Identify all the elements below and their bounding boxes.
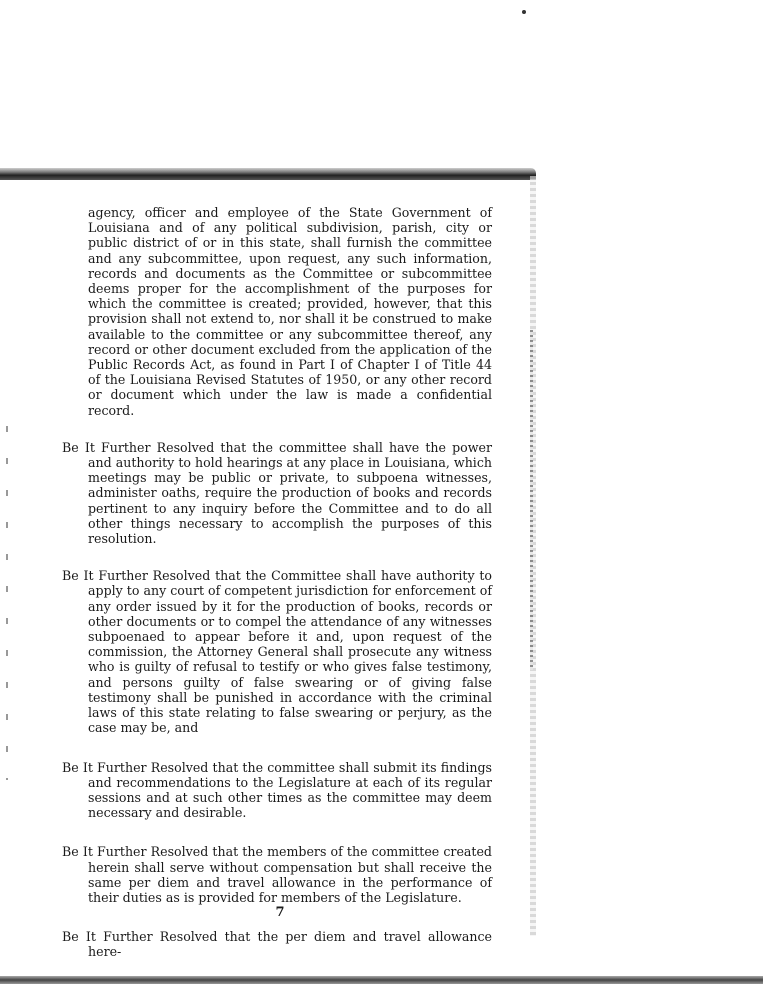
resolution-paragraph-hearings: Be It Further Resolved that the committee shall have the power and authority to hold hearings at any place in Louisiana, which meetings may be public or private, to subpoena witnesses, administer oaths, require the production of books and records pertinent to any inquiry before the Committee and to do all other things necessary to accomplish the purposes of this resolution. — [62, 439, 492, 547]
document-body — [62, 205, 492, 960]
resolution-paragraph-per-diem: Be It Further Resolved that the per diem and travel allowance here- — [62, 929, 492, 960]
page-left-edge-marks — [6, 400, 8, 780]
page-top-edge — [0, 168, 536, 180]
page-right-edge-shadow — [530, 330, 533, 670]
resolution-paragraph-compensation: Be It Further Resolved that the members of the committee created herein shall serve without compensation but shall receive the same per diem and travel allowance in the performance of their duties as is provided for members of the Legislature. — [62, 844, 492, 905]
page-number: 7 — [275, 905, 285, 920]
resolution-paragraph-findings: Be It Further Resolved that the committee shall submit its findings and recommendations to the Legislature at each of its regular sessions and at such other times as the committee may deem necessary and desirable. — [62, 759, 492, 821]
page-bottom-edge — [0, 976, 763, 984]
scan-speck — [522, 10, 526, 14]
resolution-paragraph-enforcement: Be It Further Resolved that the Committee shall have authority to apply to any court of competent jurisdiction for enforcement of any order issued by it for the production of books, records or other documents or to compel the attendance of any witnesses subpoenaed to appear before it and, upon request of the commission, the Attorney General shall prosecute any witness who is guilty of refusal to testify or who gives false testimony, and persons guilty of false swearing or of giving false testimony shall be punished in accordance with the criminal laws of this state relating to false swearing or perjury, as the case may be, and — [62, 568, 492, 736]
continued-paragraph: agency, officer and employee of the State Government of Louisiana and of any political subdivision, parish, city or public district of or in this state, shall furnish the committee and any subcommittee, upon request, any such information, records and documents as the Committee or subcommittee deems proper for the accomplishment of the purposes for which the committee is created; provided, however, that this provision shall not extend to, nor shall it be construed to make available to the committee or any subcommittee thereof, any record or other document excluded from the application of the Public Records Act, as found in Part I of Chapter I of Title 44 of the Louisiana Revised Statutes of 1950, or any other record or document which under the law is made a confidential record. — [88, 205, 492, 418]
